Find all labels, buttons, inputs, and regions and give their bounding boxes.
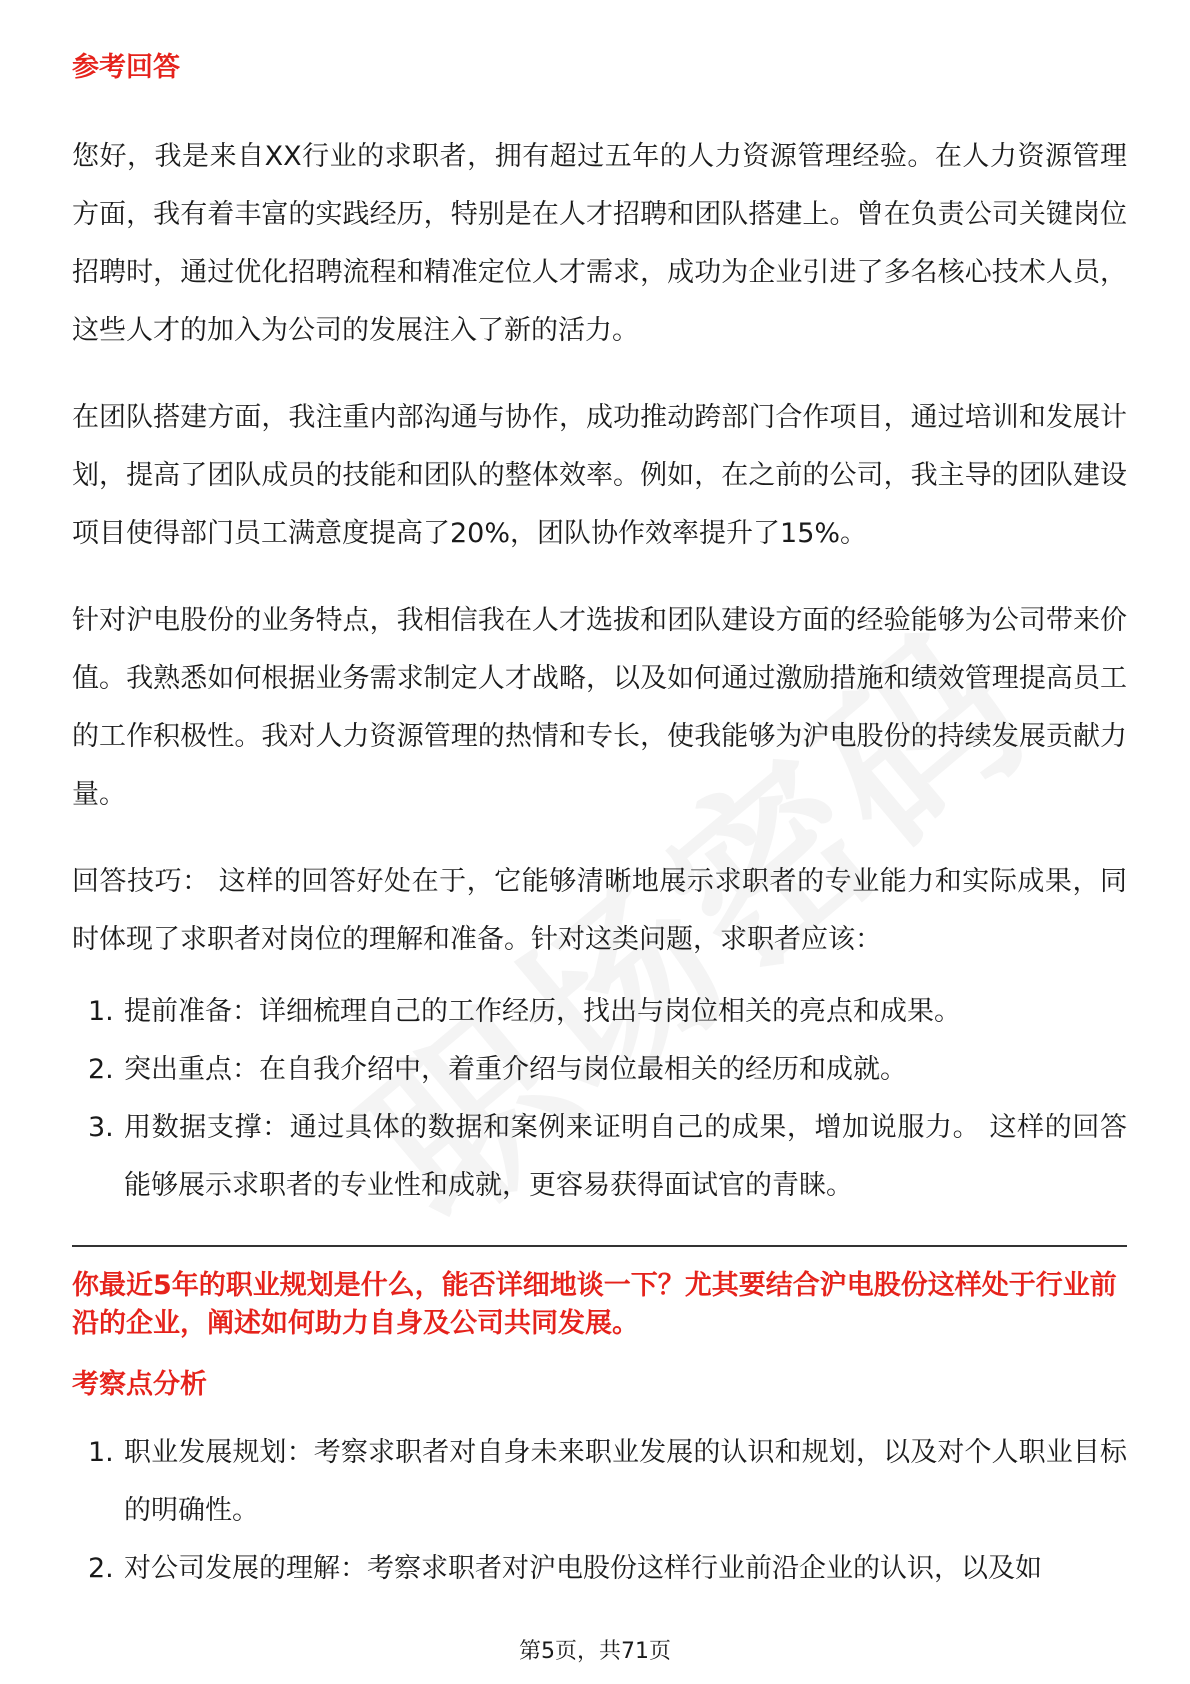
analysis-heading: 考察点分析 [72, 1369, 207, 1401]
list-item-text: 对公司发展的理解：考察求职者对沪电股份这样行业前沿企业的认识，以及如 [124, 1552, 1042, 1584]
list-item-text: 提前准备：详细梳理自己的工作经历，找出与岗位相关的亮点和成果。 [124, 996, 961, 1028]
list-item-number: 3. [88, 1112, 114, 1144]
list-item-text: 突出重点：在自我介绍中，着重介绍与岗位最相关的经历和成就。 [124, 1054, 907, 1086]
page-footer: 第5页，共71页 [519, 1639, 671, 1664]
list-item-text: 职业发展规划：考察求职者对自身未来职业发展的认识和规划，以及对个人职业目标的明确性。 [124, 1436, 1127, 1526]
interview-question: 你最近5年的职业规划是什么，能否详细地谈一下？尤其要结合沪电股份这样处于行业前沿的企业，阐述如何助力自身及公司共同发展。 [72, 1270, 1117, 1340]
list-item-number: 2. [88, 1054, 114, 1086]
answer-heading: 参考回答 [72, 52, 180, 83]
answer-paragraph-1: 您好，我是来自XX行业的求职者，拥有超过五年的人力资源管理经验。在人力资源管理方面，我有着丰富的实践经历，特别是在人才招聘和团队搭建上。曾在负责公司关键岗位招聘时，通过优化招聘流程和精准定位人才需求，成功为企业引进了多名核心技术人员，这些人才的加入为公司的发展注入了新的活力。 [72, 141, 1127, 347]
list-item-text: 用数据支撑：通过具体的数据和案例来证明自己的成果，增加说服力。 这样的回答能够展示求职者的专业性和成就，更容易获得面试官的青睐。 [124, 1112, 1127, 1202]
answer-paragraph-2: 在团队搭建方面，我注重内部沟通与协作，成功推动跨部门合作项目，通过培训和发展计划，提高了团队成员的技能和团队的整体效率。例如，在之前的公司，我主导的团队建设项目使得部门员工满意度提高了20%，团队协作效率提升了15%。 [72, 402, 1127, 550]
list-item-number: 1. [88, 996, 114, 1028]
list-item [72, 1540, 1127, 1598]
list-item-number: 2. [88, 1552, 114, 1584]
analysis-list [72, 1424, 1127, 1598]
list-item [72, 1424, 1127, 1540]
list-item [72, 983, 1127, 1041]
tips-list [72, 983, 1127, 1215]
list-item [72, 1041, 1127, 1099]
answer-paragraph-3: 针对沪电股份的业务特点，我相信我在人才选拔和团队建设方面的经验能够为公司带来价值。我熟悉如何根据业务需求制定人才战略，以及如何通过激励措施和绩效管理提高员工的工作积极性。我对人力资源管理的热情和专长，使我能够为沪电股份的持续发展贡献力量。 [72, 605, 1127, 811]
section-divider [72, 1245, 1127, 1247]
list-item-number: 1. [88, 1436, 114, 1468]
answer-tips-intro: 回答技巧： 这样的回答好处在于，它能够清晰地展示求职者的专业能力和实际成果，同时体现了求职者对岗位的理解和准备。针对这类问题，求职者应该： [72, 866, 1127, 956]
list-item [72, 1099, 1127, 1215]
document-page [72, 40, 1127, 1598]
